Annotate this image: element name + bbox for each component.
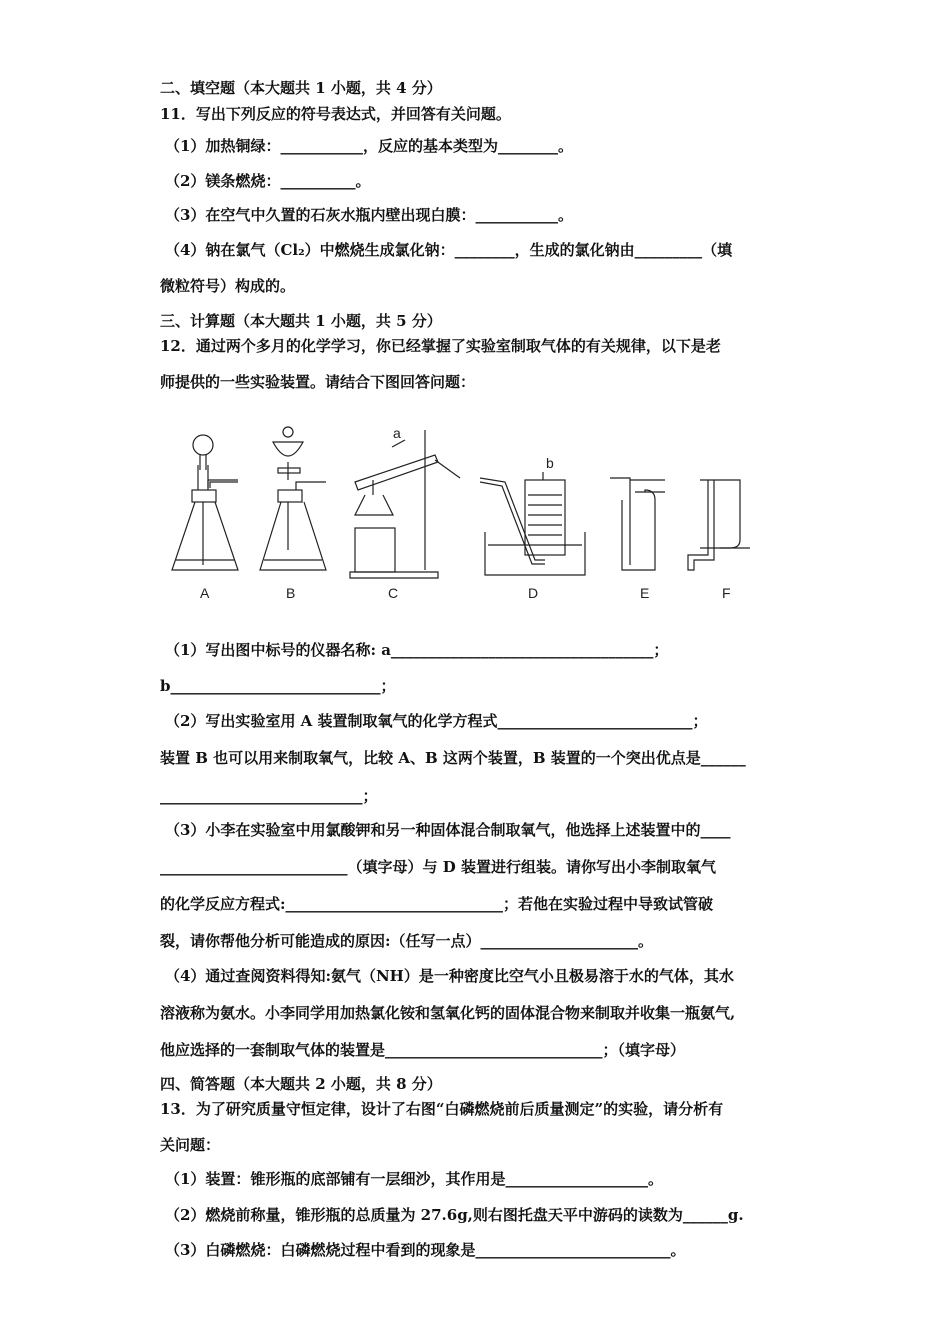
mark-b: b bbox=[546, 455, 554, 471]
question-12-part-3: （3）小李在实验室中用氯酸钾和另一种固体混合制取氧气，他选择上述装置中的____ bbox=[165, 821, 731, 839]
question-13-part-2: （2）燃烧前称量，锥形瓶的总质量为 27.6g,则右图托盘天平中游码的读数为______g. bbox=[165, 1206, 744, 1224]
question-12-part-3-cont: _________________________（填字母）与 D 装置进行组装。请你写出小李制取氧气 bbox=[160, 858, 716, 876]
apparatus-f bbox=[688, 480, 750, 570]
label-a: A bbox=[200, 585, 210, 601]
apparatus-d bbox=[480, 472, 585, 575]
question-12-part-3-equation: 的化学反应方程式:_____________________________；若他在实验过程中导致试管破 bbox=[160, 895, 714, 913]
section-heading-calculation: 三、计算题（本大题共 1 小题，共 5 分） bbox=[160, 312, 442, 330]
section-heading-short-answer: 四、简答题（本大题共 2 小题，共 8 分） bbox=[160, 1075, 442, 1093]
question-12-part-1-b: b____________________________； bbox=[160, 677, 396, 695]
label-c: C bbox=[388, 585, 399, 601]
question-12-stem-cont: 师提供的一些实验装置。请结合下图回答问题： bbox=[160, 373, 476, 391]
apparatus-c bbox=[350, 430, 460, 578]
apparatus-drawing bbox=[160, 420, 760, 610]
question-11-part-4-cont: 微粒符号）构成的。 bbox=[160, 277, 296, 295]
question-11-stem: 11．写出下列反应的符号表达式，并回答有关问题。 bbox=[160, 105, 511, 123]
question-12-part-3-reason: 裂，请你帮他分析可能造成的原因:（任写一点）_____________________。 bbox=[160, 932, 654, 950]
question-11-part-3: （3）在空气中久置的石灰水瓶内壁出现白膜：___________。 bbox=[165, 206, 573, 224]
question-12-part-2-cont: 装置 B 也可以用来制取氧气，比较 A、B 这两个装置，B 装置的一个突出优点是______ bbox=[160, 749, 746, 767]
question-12-part-2-blank: ___________________________； bbox=[160, 787, 378, 805]
apparatus-a bbox=[172, 435, 238, 570]
question-11-part-1: （1）加热铜绿：___________，反应的基本类型为________。 bbox=[165, 137, 573, 155]
question-12-stem: 12．通过两个多月的化学学习，你已经掌握了实验室制取气体的有关规律，以下是老 bbox=[160, 337, 721, 355]
lab-apparatus-figure bbox=[160, 420, 760, 610]
question-11-part-4: （4）钠在氯气（Cl₂）中燃烧生成氯化钠：________，生成的氯化钠由_________（填 bbox=[165, 241, 733, 259]
apparatus-e bbox=[610, 478, 665, 570]
question-12-part-1: （1）写出图中标号的仪器名称: a___________________________________； bbox=[165, 641, 669, 659]
label-d: D bbox=[528, 585, 539, 601]
question-13-part-3: （3）白磷燃烧：白磷燃烧过程中看到的现象是__________________________。 bbox=[165, 1241, 686, 1259]
question-11-part-2: （2）镁条燃烧：__________。 bbox=[165, 172, 371, 190]
question-12-part-4: （4）通过查阅资料得知:氨气（NH）是一种密度比空气小且极易溶于水的气体，其水 bbox=[165, 967, 734, 985]
question-12-part-4-cont: 溶液称为氨水。小李同学用加热氯化铵和氢氧化钙的固体混合物来制取并收集一瓶氨气, bbox=[160, 1004, 736, 1022]
label-e: E bbox=[640, 585, 650, 601]
question-13-stem-cont: 关问题： bbox=[160, 1136, 221, 1154]
question-13-stem: 13．为了研究质量守恒定律，设计了右图“白磷燃烧前后质量测定”的实验，请分析有 bbox=[160, 1100, 724, 1118]
mark-a: a bbox=[393, 425, 401, 441]
label-b: B bbox=[286, 585, 296, 601]
question-12-part-4-answer: 他应选择的一套制取气体的装置是_____________________________；（填字母） bbox=[160, 1041, 686, 1059]
question-13-part-1: （1）装置：锥形瓶的底部铺有一层细沙，其作用是___________________。 bbox=[165, 1170, 663, 1188]
apparatus-b bbox=[260, 427, 326, 570]
label-f: F bbox=[722, 585, 731, 601]
section-heading-fill-blank: 二、填空题（本大题共 1 小题，共 4 分） bbox=[160, 79, 442, 97]
question-12-part-2: （2）写出实验室用 A 装置制取氧气的化学方程式__________________________； bbox=[165, 712, 708, 730]
